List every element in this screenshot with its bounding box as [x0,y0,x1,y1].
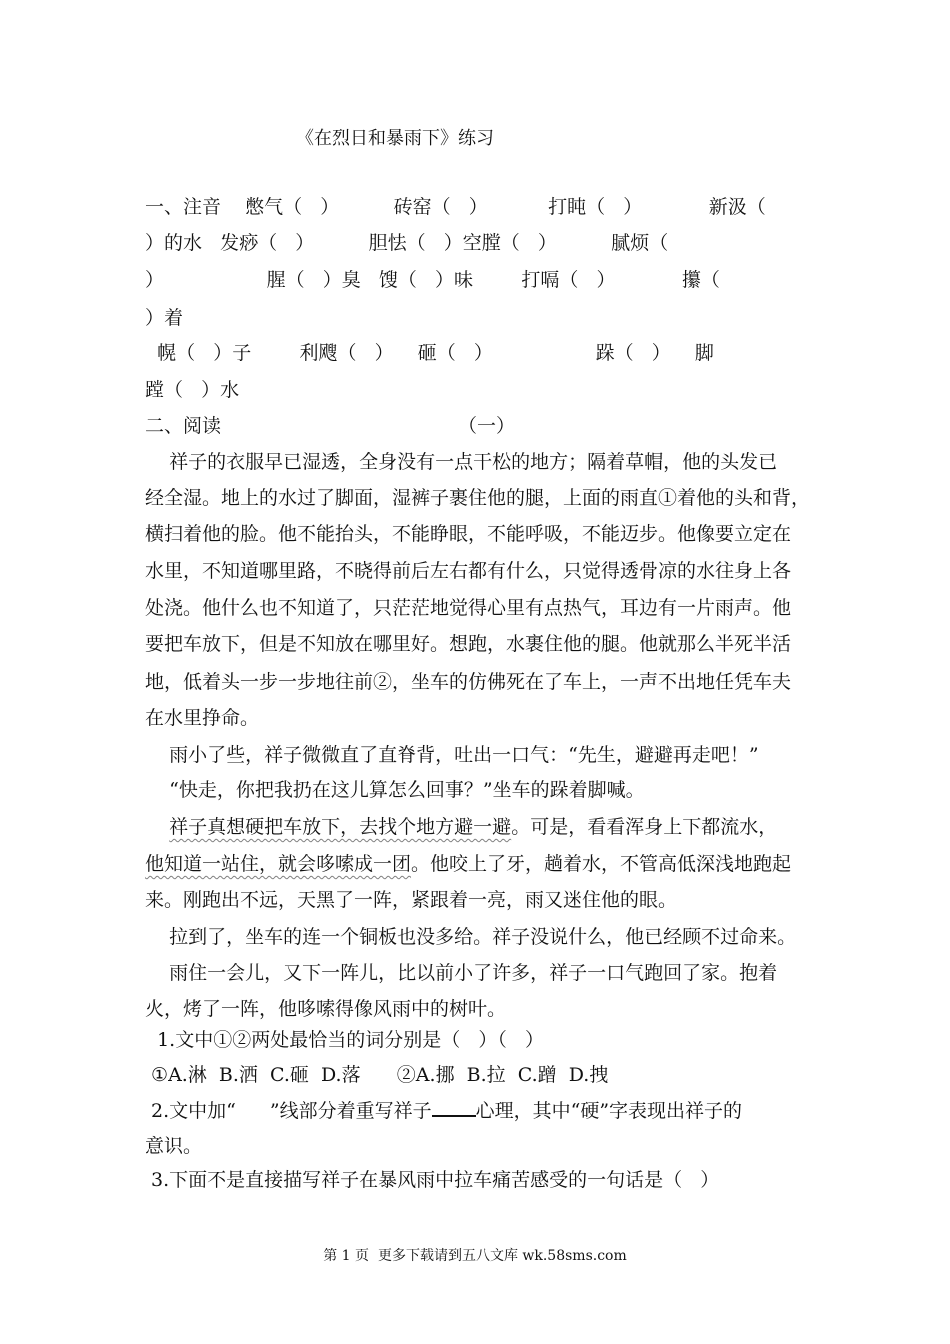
passage-line: 来。刚跑出不远，天黑了一阵，紧跟着一亮，雨又迷住他的眼。 [145,889,678,911]
passage-line: 处浇。他什么也不知道了，只茫茫地觉得心里有点热气，耳边有一片雨声。他 [145,597,792,619]
question-1: 1.文中①②两处最恰当的词分别是（ ）（ ） [145,1029,544,1051]
passage-line: 火，烤了一阵，他哆嗦得像风雨中的树叶。 [145,998,507,1020]
phonetic-line: ）的水 发痧（ ） 胆怯（ ）空膛（ ） 腻烦（ [145,232,669,254]
passage-line: 在水里挣命。 [145,707,260,729]
passage-line: 拉到了，坐车的连一个铜板也没多给。祥子没说什么，他已经顾不过命来。 [145,926,797,948]
wavy-underlined-text: 祥子真想硬把车放下，去找个地方避一避 [169,816,512,838]
section-heading: 二、阅读 [145,415,222,437]
phonetic-line: 一、注音 憋气（ ） 砖窑（ ） 打盹（ ） 新汲（ [145,196,766,218]
passage-line: 经全湿。地上的水过了脚面，湿裤子裹住他的腿，上面的雨直①着他的头和背， [145,487,811,509]
passage-line: 水里，不知道哪里路，不晓得前后左右都有什么，只觉得透骨凉的水往身上各 [145,560,792,582]
question-2-continued: 意识。 [145,1135,203,1157]
phonetic-line: 蹚（ ）水 [145,379,240,401]
phonetic-line: 幌（ ）子 利飕（ ） 砸（ ） 跺（ ） 脚 [145,342,714,364]
passage-line-wavy: 他知道一站住，就会哆嗦成一团。他咬上了牙，趟着水，不管高低深浅地跑起 [145,853,792,875]
wavy-line-sample [236,1099,270,1117]
question-3: 3.下面不是直接描写祥子在暴风雨中拉车痛苦感受的一句话是（ ） [145,1169,720,1191]
passage-line: “快走，你把我扔在这儿算怎么回事？”坐车的跺着脚喊。 [145,779,645,801]
phonetic-line: ） 腥（ ）臭 馊（ ）味 打嗝（ ） 攥（ [145,269,720,291]
passage-line: 要把车放下，但是不知放在哪里好。想跑，水裹住他的腿。他就那么半死半活 [145,633,792,655]
passage-line: 地，低着头一步一步地往前②，坐车的仿佛死在了车上，一声不出地任凭车夫 [145,671,792,693]
question-2: 2.文中加“ ”线部分着重写祥子 心理，其中“硬”字表现出祥子的 [145,1097,742,1123]
passage-line: 雨住一会儿，又下一阵儿，比以前小了许多，祥子一口气跑回了家。抱着 [145,962,778,984]
passage-line: 祥子的衣服早已湿透，全身没有一点干松的地方；隔着草帽，他的头发已 [145,451,778,473]
page-footer: 第 1 页 更多下载请到五八文库 wk.58sms.com [323,1248,627,1264]
passage-line: 横扫着他的脸。他不能抬头，不能睁眼，不能呼吸，不能迈步。他像要立定在 [145,523,792,545]
wavy-underlined-text: 他知道一站住，就会哆嗦成一团 [145,853,412,875]
question-1-options: ①A.淋 B.洒 C.砸 D.落 ②A.挪 B.拉 C.蹭 D.拽 [145,1064,609,1086]
section-subheading: （一） [458,415,516,437]
answer-blank [432,1097,476,1117]
passage-line: 雨小了些，祥子微微直了直脊背，吐出一口气：“先生，避避再走吧！” [145,744,759,766]
passage-line-wavy: 祥子真想硬把车放下，去找个地方避一避。可是，看看浑身上下都流水， [169,816,778,838]
page-title: 《在烈日和暴雨下》练习 [296,128,494,149]
phonetic-line: ）着 [145,307,184,329]
